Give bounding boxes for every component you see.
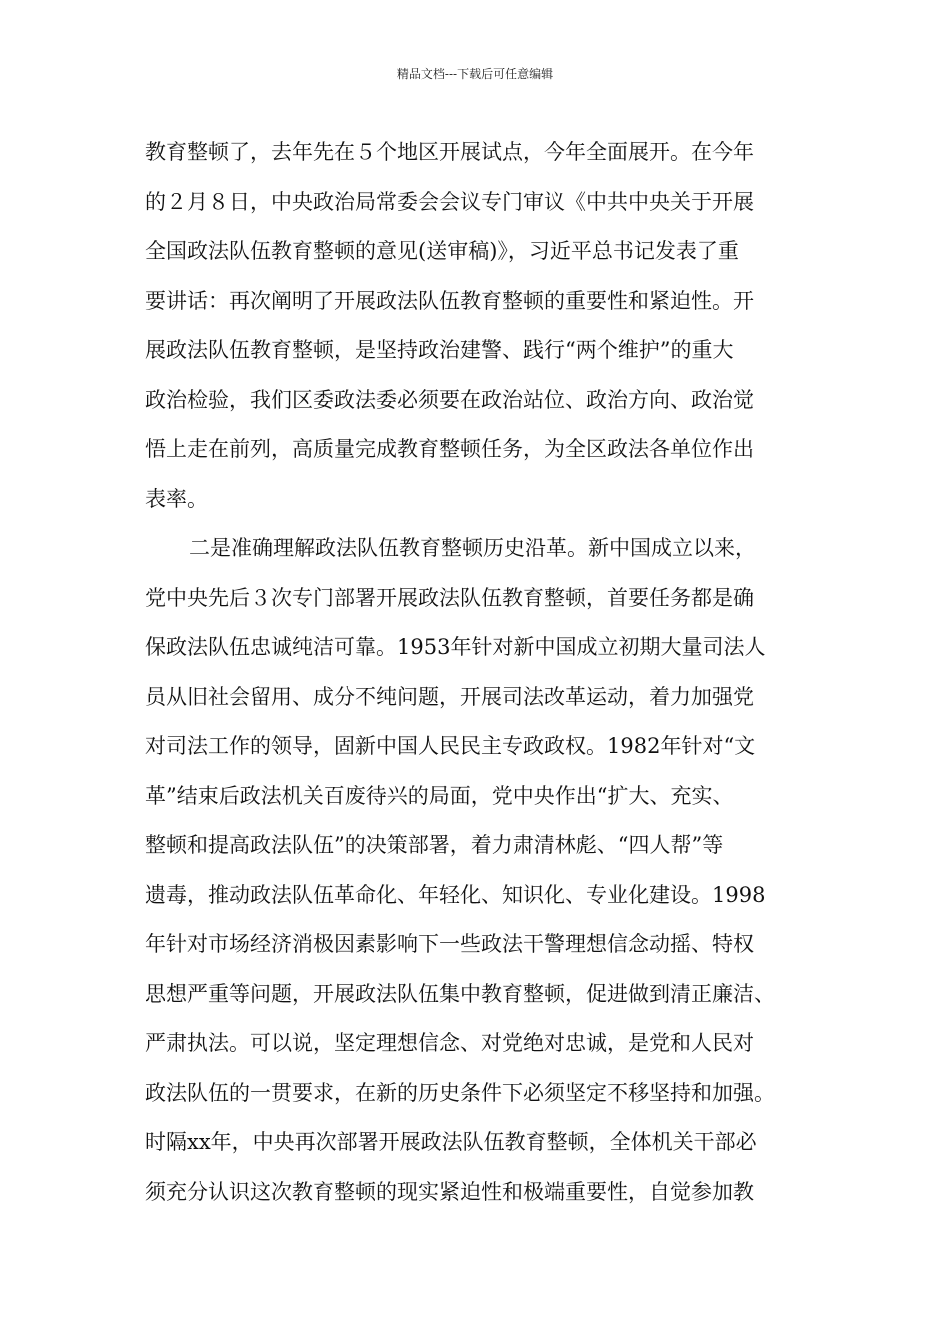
paragraph-line: 政法队伍的一贯要求，在新的历史条件下必须坚定不移坚持和加强。: [145, 1080, 775, 1105]
paragraph-line: 表率。: [145, 486, 208, 511]
paragraph-line: 党中央先后３次专门部署开展政法队伍教育整顿，首要任务都是确: [145, 585, 754, 610]
paragraph-line: 整顿和提高政法队伍”的决策部署，着力肃清林彪、“四人帮”等: [145, 833, 724, 857]
paragraph-line: 展政法队伍教育整顿，是坚持政治建警、践行“两个维护”的重大: [145, 338, 734, 362]
paragraph-line: 思想严重等问题，开展政法队伍集中教育整顿，促进做到清正廉洁、: [145, 981, 775, 1006]
paragraph-line: 悟上走在前列，高质量完成教育整顿任务，为全区政法各单位作出: [145, 437, 754, 461]
paragraph-line: 遗毒，推动政法队伍革命化、年轻化、知识化、专业化建设。1998: [145, 882, 766, 907]
document-body: [145, 128, 815, 1217]
paragraph-line: 保政法队伍忠诚纯洁可靠。1953年针对新中国成立初期大量司法人: [145, 635, 766, 659]
paragraph-line: 政治检验，我们区委政法委必须要在政治站位、政治方向、政治觉: [145, 387, 754, 412]
paragraph-line: 的２月８日，中央政治局常委会会议专门审议《中共中央关于开展: [145, 189, 754, 214]
paragraph-line: 严肃执法。可以说，坚定理想信念、对党绝对忠诚，是党和人民对: [145, 1031, 754, 1055]
paragraph-line: 年针对市场经济消极因素影响下一些政法干警理想信念动摇、特权: [145, 932, 754, 956]
paragraph-line: 二是准确理解政法队伍教育整顿历史沿革。新中国成立以来，: [189, 536, 756, 560]
paragraph-1: [145, 128, 815, 524]
paragraph-line: 对司法工作的领导，固新中国人民民主专政政权。1982年针对“文: [145, 734, 756, 758]
paragraph-line: 革”结束后政法机关百废待兴的局面，党中央作出“扩大、充实、: [145, 783, 734, 808]
paragraph-line: 须充分认识这次教育整顿的现实紧迫性和极端重要性，自觉参加教: [145, 1179, 754, 1204]
page-header: 精品文档---下载后可任意编辑: [396, 67, 554, 81]
paragraph-line: 要讲话：再次阐明了开展政法队伍教育整顿的重要性和紧迫性。开: [145, 288, 754, 313]
paragraph-line: 时隔xx年，中央再次部署开展政法队伍教育整顿，全体机关干部必: [145, 1130, 757, 1154]
paragraph-line: 教育整顿了，去年先在５个地区开展试点，今年全面展开。在今年: [145, 140, 754, 164]
paragraph-line: 全国政法队伍教育整顿的意见(送审稿)》，习近平总书记发表了重: [145, 239, 739, 263]
paragraph-line: 员从旧社会留用、成分不纯问题，开展司法改革运动，着力加强党: [145, 684, 754, 709]
paragraph-2: [145, 524, 815, 1217]
